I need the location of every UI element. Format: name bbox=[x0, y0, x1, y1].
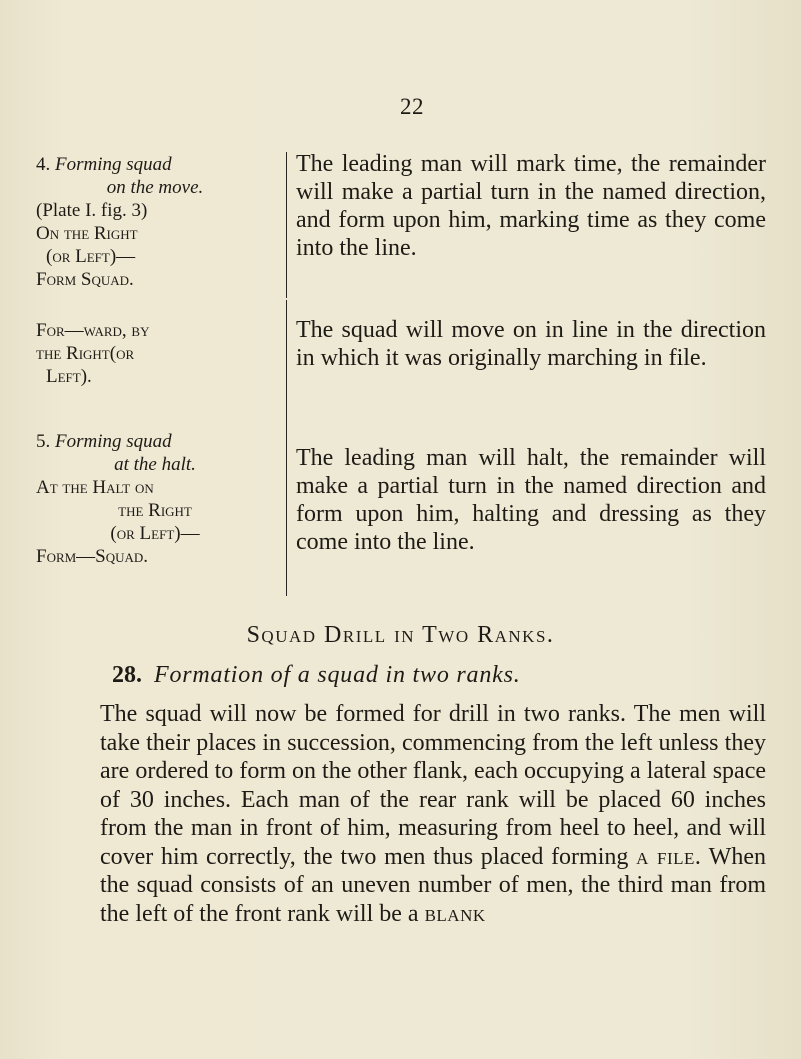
margin-heading-sub: at the halt. bbox=[114, 454, 196, 475]
paragraph-text bbox=[100, 700, 766, 928]
command-line: On the Right bbox=[36, 223, 138, 244]
margin-heading-number: 5. bbox=[36, 431, 51, 452]
term-blank: blank bbox=[424, 900, 486, 927]
paragraph-title: Formation of a squad in two ranks. bbox=[154, 662, 521, 688]
command-line: the Right(or bbox=[36, 343, 135, 364]
section-text: The squad will move on in line in the direction in which it was originally marching in file. bbox=[296, 317, 766, 371]
term-file: a file. bbox=[636, 843, 702, 870]
margin-heading bbox=[36, 430, 274, 453]
command-line: (or Left)— bbox=[46, 246, 136, 267]
margin-note-forming-squad-halt bbox=[36, 430, 274, 568]
column-divider bbox=[286, 300, 287, 596]
margin-heading-title: Forming squad bbox=[55, 154, 172, 175]
page-number: 22 bbox=[400, 94, 424, 119]
command-line: Form Squad. bbox=[36, 269, 134, 290]
column-divider bbox=[286, 152, 287, 298]
paragraph-number: 28. bbox=[112, 662, 142, 688]
command-line: Form—Squad. bbox=[36, 546, 149, 567]
command-line: For—ward, by bbox=[36, 320, 150, 341]
command-line: (or Left)— bbox=[110, 523, 200, 544]
section-text: The leading man will halt, the remainder will make a partial turn in the named direction and form upon him, halting and dressing as they come into the line. bbox=[296, 445, 766, 555]
margin-heading-number: 4. bbox=[36, 154, 51, 175]
section-text: The leading man will mark time, the remainder will make a partial turn in the named direction, and form upon him, marking time as they come into the line. bbox=[296, 151, 766, 261]
paragraph-heading bbox=[112, 662, 772, 689]
paragraph-text-part: The squad will now be formed for drill in two ranks. The men will take their places in succession, commencing from the left unless they are ordered to form on the other flank, each occupying a lateral space of 30 inches. Each man of the rear rank will be placed 60 inches from the man in front of him, measuring from heel to heel, and will cover him correctly, the two men thus placed forming bbox=[100, 701, 766, 870]
command-line: Left). bbox=[46, 366, 92, 387]
paragraph-text-part: When the squad consists of an uneven number of men, the third man from the left of the front rank will be a bbox=[100, 843, 766, 927]
command-line: At the Halt on bbox=[36, 477, 154, 498]
margin-note-forward bbox=[36, 319, 274, 388]
command-line: the Right bbox=[118, 500, 192, 521]
plate-reference: (Plate I. fig. 3) bbox=[36, 200, 148, 221]
margin-note-forming-squad-move bbox=[36, 153, 274, 291]
margin-heading-title: Forming squad bbox=[55, 431, 172, 452]
margin-heading-sub: on the move. bbox=[106, 177, 204, 198]
margin-heading bbox=[36, 153, 274, 176]
section-heading: Squad Drill in Two Ranks. bbox=[246, 622, 555, 648]
